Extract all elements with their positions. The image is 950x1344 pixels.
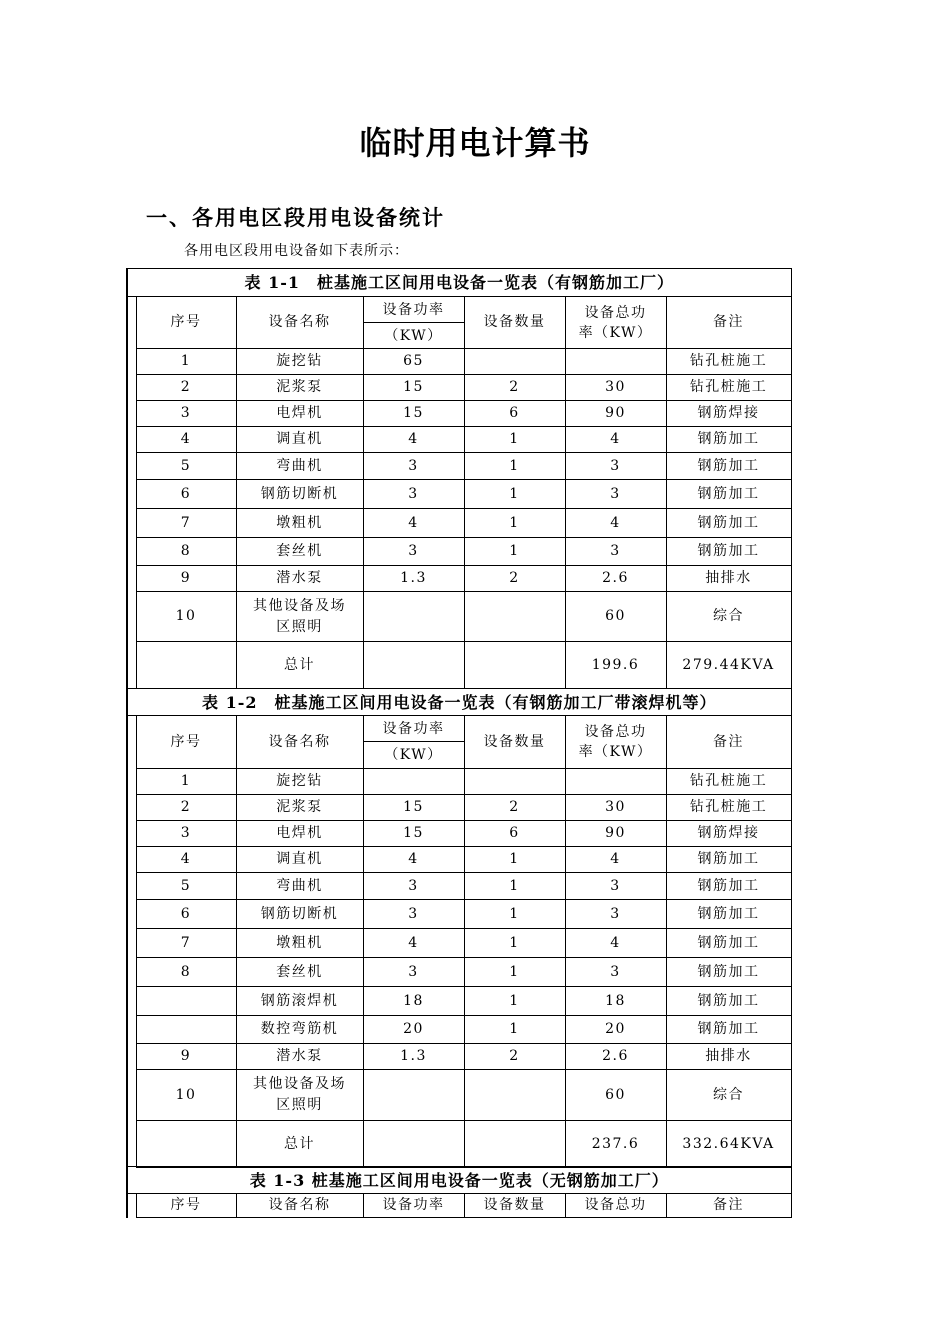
cell-name: 旋挖钻 [236,769,363,795]
table-left-margin [127,716,136,1168]
table-header-row [127,1194,791,1218]
cell-power: 1.3 [363,1044,464,1070]
table-row [127,769,791,795]
cell-note: 综合 [666,1070,791,1121]
cell-power [363,1121,464,1168]
cell-note: 钢筋加工 [666,427,791,453]
cell-qty: 1 [464,847,565,873]
cell-name: 钢筋切断机 [236,900,363,929]
header-power: 设备功率 [363,1194,464,1218]
cell-power: 3 [363,958,464,987]
cell-no: 9 [136,1044,236,1070]
cell-note: 抽排水 [666,566,791,592]
cell-power: 3 [363,900,464,929]
cell-power: 4 [363,509,464,538]
header-power-unit: （KW） [363,742,464,769]
cell-note: 钢筋加工 [666,509,791,538]
cell-total [565,769,666,795]
cell-name: 潜水泵 [236,1044,363,1070]
cell-name: 电焊机 [236,401,363,427]
cell-no: 3 [136,401,236,427]
header-power: 设备功率 [363,716,464,742]
total-label: 总计 [236,1121,363,1168]
table-row-total [127,1121,791,1168]
cell-note: 钢筋加工 [666,958,791,987]
cell-no: 4 [136,847,236,873]
header-no: 序号 [136,716,236,769]
cell-no [136,642,236,689]
cell-qty: 1 [464,538,565,566]
cell-no: 7 [136,509,236,538]
cell-qty: 1 [464,480,565,509]
cell-name: 墩粗机 [236,929,363,958]
cell-name: 套丝机 [236,538,363,566]
table-row-other [127,592,791,642]
cell-name: 墩粗机 [236,509,363,538]
header-total-top: 设备总功 [584,724,647,740]
cell-power: 15 [363,375,464,401]
cell-note: 综合 [666,592,791,642]
cell-qty: 1 [464,958,565,987]
cell-no: 9 [136,566,236,592]
cell-note: 钻孔桩施工 [666,375,791,401]
table-row [127,873,791,900]
cell-no: 8 [136,538,236,566]
header-no: 序号 [136,1194,236,1218]
equipment-table-1 [126,268,792,689]
cell-name: 调直机 [236,427,363,453]
table-row-other [127,1070,791,1121]
cell-power: 15 [363,401,464,427]
header-qty: 设备数量 [464,1194,565,1218]
cell-note: 钢筋加工 [666,847,791,873]
cell-qty [464,1070,565,1121]
intro-text: 各用电区段用电设备如下表所示： [184,243,409,259]
total-value: 199.6 [565,642,666,689]
header-total-top: 设备总功 [584,304,647,321]
header-total-power: 设备总功 [565,1194,666,1218]
header-power: 设备功率 [363,297,464,323]
table-row [127,401,791,427]
cell-name: 泥浆泵 [236,375,363,401]
header-total-power [565,297,666,349]
cell-note: 钢筋加工 [666,538,791,566]
equipment-table-3 [126,1166,792,1218]
cell-qty: 2 [464,566,565,592]
cell-total: 3 [565,453,666,480]
cell-name-line2: 区照明 [276,618,323,635]
cell-power: 3 [363,453,464,480]
cell-power: 20 [363,1016,464,1044]
cell-qty: 1 [464,453,565,480]
cell-name: 数控弯筋机 [236,1016,363,1044]
cell-total: 20 [565,1016,666,1044]
cell-qty [464,642,565,689]
cell-note: 钢筋加工 [666,480,791,509]
table-row [127,375,791,401]
cell-name-line2: 区照明 [276,1097,323,1113]
table-row [127,538,791,566]
cell-qty [464,349,565,375]
cell-no: 10 [136,1070,236,1121]
cell-no: 6 [136,900,236,929]
cell-name: 电焊机 [236,821,363,847]
cell-power: 1.3 [363,566,464,592]
table-caption: 表 1-3 桩基施工区间用电设备一览表（无钢筋加工厂） [127,1167,791,1194]
cell-no [136,1121,236,1168]
table-row [127,427,791,453]
table-row [127,1044,791,1070]
cell-qty: 6 [464,821,565,847]
cell-total: 90 [565,401,666,427]
cell-name: 泥浆泵 [236,795,363,821]
cell-name: 钢筋滚焊机 [236,987,363,1016]
table-left-margin [127,1194,136,1218]
cell-note: 钢筋焊接 [666,401,791,427]
header-qty: 设备数量 [464,297,565,349]
cell-no: 7 [136,929,236,958]
cell-total: 3 [565,480,666,509]
header-total-bottom: 率（KW） [578,324,653,341]
header-note: 备注 [666,297,791,349]
cell-no: 5 [136,453,236,480]
table-row [127,1016,791,1044]
table-row [127,900,791,929]
cell-qty: 6 [464,401,565,427]
cell-total: 4 [565,509,666,538]
table-row [127,847,791,873]
cell-no [136,1016,236,1044]
cell-power: 15 [363,795,464,821]
cell-qty: 2 [464,795,565,821]
cell-power: 15 [363,821,464,847]
cell-name [236,1070,363,1121]
table-row [127,795,791,821]
table-row [127,509,791,538]
cell-power: 4 [363,847,464,873]
cell-no: 2 [136,795,236,821]
cell-power [363,769,464,795]
cell-total: 3 [565,900,666,929]
table-row [127,929,791,958]
cell-total: 30 [565,795,666,821]
cell-note: 抽排水 [666,1044,791,1070]
section-heading: 一、各用电区段用电设备统计 [146,206,445,230]
cell-name-line1: 其他设备及场 [253,1076,346,1092]
total-value: 237.6 [565,1121,666,1168]
cell-qty: 1 [464,873,565,900]
header-name: 设备名称 [236,297,363,349]
header-total-bottom: 率（KW） [578,744,653,760]
cell-no: 1 [136,349,236,375]
cell-total: 90 [565,821,666,847]
cell-qty: 1 [464,929,565,958]
cell-power: 3 [363,480,464,509]
cell-note: 钢筋焊接 [666,821,791,847]
cell-note: 钢筋加工 [666,929,791,958]
cell-power: 65 [363,349,464,375]
cell-note: 钢筋加工 [666,900,791,929]
header-qty: 设备数量 [464,716,565,769]
total-kva: 279.44KVA [666,642,791,689]
cell-name [236,592,363,642]
cell-note: 钢筋加工 [666,987,791,1016]
cell-no: 4 [136,427,236,453]
table-row [127,480,791,509]
cell-power [363,592,464,642]
cell-total: 60 [565,592,666,642]
cell-qty [464,769,565,795]
table-left-margin [127,297,136,689]
cell-name: 套丝机 [236,958,363,987]
cell-qty: 1 [464,427,565,453]
cell-qty: 1 [464,1016,565,1044]
cell-qty: 1 [464,509,565,538]
cell-qty [464,592,565,642]
cell-no [136,987,236,1016]
cell-total: 4 [565,847,666,873]
cell-name: 旋挖钻 [236,349,363,375]
cell-power [363,642,464,689]
cell-name: 弯曲机 [236,453,363,480]
header-total-power [565,716,666,769]
header-no: 序号 [136,297,236,349]
cell-note: 钻孔桩施工 [666,769,791,795]
cell-name: 潜水泵 [236,566,363,592]
cell-qty: 1 [464,900,565,929]
cell-note: 钢筋加工 [666,873,791,900]
cell-power: 4 [363,929,464,958]
table-row [127,958,791,987]
table-caption: 表 1-1 桩基施工区间用电设备一览表（有钢筋加工厂） [127,269,791,297]
cell-no: 8 [136,958,236,987]
cell-qty: 1 [464,987,565,1016]
cell-name: 弯曲机 [236,873,363,900]
document-title: 临时用电计算书 [359,124,591,162]
cell-total: 3 [565,538,666,566]
cell-power [363,1070,464,1121]
table-row [127,349,791,375]
cell-note: 钢筋加工 [666,453,791,480]
total-kva: 332.64KVA [666,1121,791,1168]
cell-total: 18 [565,987,666,1016]
header-note: 备注 [666,716,791,769]
cell-qty: 2 [464,375,565,401]
cell-total: 4 [565,427,666,453]
cell-note: 钢筋加工 [666,1016,791,1044]
cell-total [565,349,666,375]
cell-power: 3 [363,538,464,566]
total-label: 总计 [236,642,363,689]
cell-no: 5 [136,873,236,900]
cell-name: 调直机 [236,847,363,873]
header-power-unit: （KW） [363,323,464,349]
cell-name: 钢筋切断机 [236,480,363,509]
table-row [127,453,791,480]
cell-power: 3 [363,873,464,900]
header-note: 备注 [666,1194,791,1218]
cell-power: 18 [363,987,464,1016]
cell-name-line1: 其他设备及场 [253,597,346,614]
cell-power: 4 [363,427,464,453]
cell-no: 2 [136,375,236,401]
cell-no: 6 [136,480,236,509]
equipment-table-2 [126,688,792,1168]
cell-total: 30 [565,375,666,401]
table-caption: 表 1-2 桩基施工区间用电设备一览表（有钢筋加工厂带滚焊机等） [127,689,791,716]
cell-note: 钻孔桩施工 [666,795,791,821]
cell-no: 10 [136,592,236,642]
cell-no: 3 [136,821,236,847]
header-name: 设备名称 [236,716,363,769]
table-row [127,987,791,1016]
cell-total: 4 [565,929,666,958]
cell-total: 60 [565,1070,666,1121]
cell-qty [464,1121,565,1168]
header-name: 设备名称 [236,1194,363,1218]
cell-no: 1 [136,769,236,795]
table-row [127,821,791,847]
cell-qty: 2 [464,1044,565,1070]
cell-total: 3 [565,873,666,900]
cell-total: 2.6 [565,1044,666,1070]
cell-total: 2.6 [565,566,666,592]
cell-total: 3 [565,958,666,987]
table-row-total [127,642,791,689]
cell-note: 钻孔桩施工 [666,349,791,375]
table-row [127,566,791,592]
